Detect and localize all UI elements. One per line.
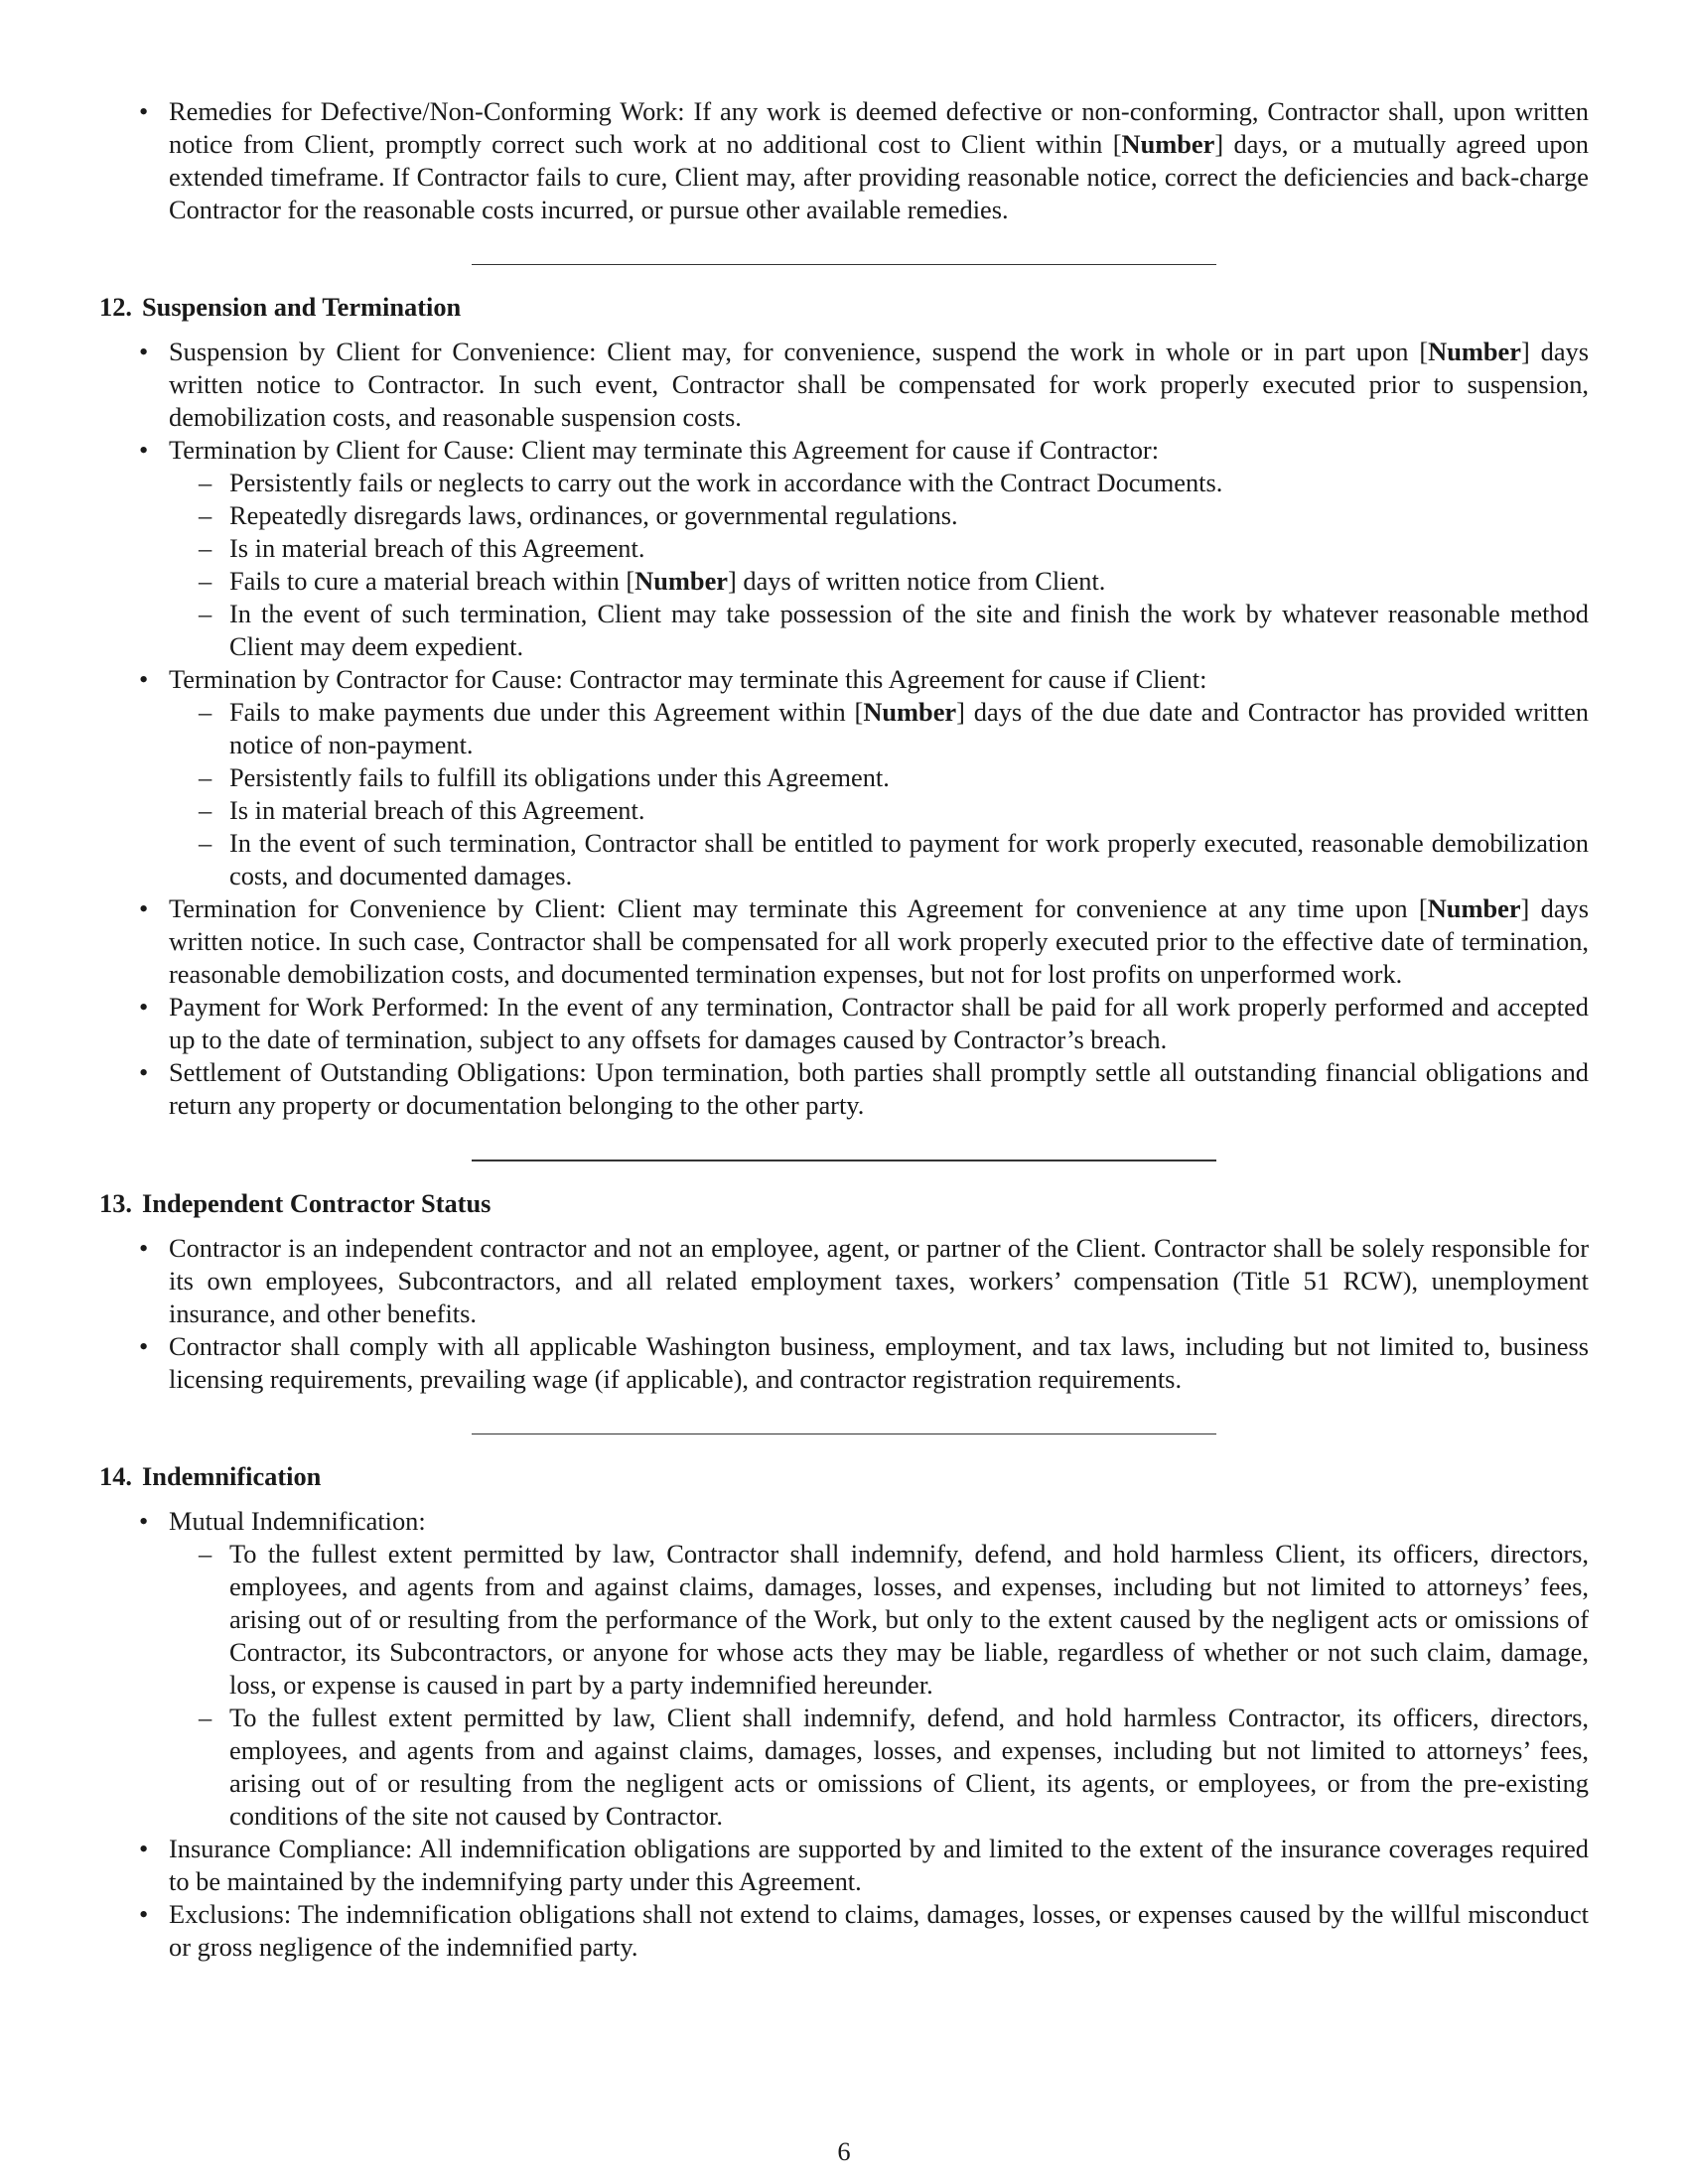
sub-item-text: Is in material breach of this Agreement. <box>229 795 645 825</box>
section-title: Indemnification <box>142 1461 322 1491</box>
bullet-icon: • <box>139 1057 149 1087</box>
dash-icon: – <box>199 533 212 563</box>
list-item <box>139 991 1589 1056</box>
list-item <box>139 95 1589 226</box>
section-list <box>99 336 1589 1122</box>
dash-icon: – <box>199 468 212 497</box>
list-item <box>139 892 1589 991</box>
sub-item-text: In the event of such termination, Contractor shall be entitled to payment for work properly executed, reasonable demobilization costs, and documented damages. <box>229 828 1589 890</box>
item-text: Contractor is an independent contractor and not an employee, agent, or partner of the Client. Contractor shall be solely responsible for its own employees, Subcontractors, and all related employment taxes, workers’ compensation (Title 51 RCW), unemployment insurance, and other benefits. <box>169 1233 1589 1328</box>
placeholder-bold-text: Number <box>1428 337 1521 366</box>
section-heading <box>99 291 1589 324</box>
bullet-icon: • <box>139 1899 149 1929</box>
sub-list-item <box>199 794 1589 827</box>
bullet-icon: • <box>139 1506 149 1536</box>
document-page <box>99 95 1589 1964</box>
bullet-icon: • <box>139 1834 149 1863</box>
placeholder-bold-text: Number <box>634 566 728 596</box>
dash-icon: – <box>199 828 212 858</box>
bullet-icon: • <box>139 337 149 366</box>
item-text: Suspension by Client for Convenience: Client may, for convenience, suspend the work in whole or in part upon [Number] days written notice to Contractor. In such event, Contractor shall be compensated for work properly executed prior to suspension, demobilization costs, and reasonable suspension costs. <box>169 337 1590 432</box>
list-item <box>139 1056 1589 1122</box>
list-item <box>139 1505 1589 1833</box>
sub-item-text: Persistently fails to fulfill its obligations under this Agreement. <box>229 762 890 792</box>
section-heading <box>99 1460 1589 1493</box>
item-text: Remedies for Defective/Non-Conforming Work: If any work is deemed defective or non-conforming, Contractor shall, upon written notice from Client, promptly correct such work at no additional cost to Client within [Number] days, or a mutually agreed upon extended timeframe. If Contractor fails to cure, Client may, after providing reasonable notice, correct the deficiencies and back-charge Contractor for the reasonable costs incurred, or pursue other available remedies. <box>169 96 1589 224</box>
list-item <box>139 663 1589 892</box>
item-text: Contractor shall comply with all applicable Washington business, employment, and tax laws, including but not limited to, business licensing requirements, prevailing wage (if applicable), and contractor registration requirements. <box>169 1331 1589 1394</box>
item-text: Termination for Convenience by Client: Client may terminate this Agreement for convenience at any time upon [Number] days written notice. In such case, Contractor shall be compensated for all work properly executed prior to the effective date of termination, reasonable demobilization costs, and documented termination expenses, but not for lost profits on unperformed work. <box>169 893 1589 989</box>
item-text: Termination by Contractor for Cause: Contractor may terminate this Agreement for cause if Client: <box>169 664 1207 694</box>
item-text: Mutual Indemnification: <box>169 1506 426 1536</box>
bullet-icon: • <box>139 1331 149 1361</box>
sub-list-item <box>199 499 1589 532</box>
dash-icon: – <box>199 500 212 530</box>
sub-item-text: To the fullest extent permitted by law, Client shall indemnify, defend, and hold harmless Contractor, its officers, directors, employees, and agents from and against claims, damages, losses, and expenses, including but not limited to attorneys’ fees, arising out of or resulting from the negligent acts or omissions of Client, its agents, or employees, or from the pre-existing conditions of the site not caused by Contractor. <box>229 1703 1589 1831</box>
bullet-icon: • <box>139 664 149 694</box>
section-list <box>99 1232 1589 1396</box>
sub-list-item <box>199 598 1589 663</box>
bullet-icon: • <box>139 1233 149 1263</box>
sub-list <box>169 1538 1589 1833</box>
sub-item-text: Repeatedly disregards laws, ordinances, or governmental regulations. <box>229 500 958 530</box>
list-item <box>139 1232 1589 1330</box>
sub-item-text: Persistently fails or neglects to carry out the work in accordance with the Contract Documents. <box>229 468 1223 497</box>
sub-item-text: Is in material breach of this Agreement. <box>229 533 645 563</box>
placeholder-bold-text: Number <box>1427 893 1521 923</box>
placeholder-bold-text: Number <box>1121 129 1215 159</box>
bullet-icon: • <box>139 96 149 126</box>
bullet-icon: • <box>139 893 149 923</box>
sub-list-item <box>199 761 1589 794</box>
sub-list-item <box>199 827 1589 892</box>
sub-list-item <box>199 1538 1589 1702</box>
sub-list <box>169 467 1589 663</box>
bullet-icon: • <box>139 435 149 465</box>
dash-icon: – <box>199 795 212 825</box>
bullet-icon: • <box>139 992 149 1022</box>
sub-list-item <box>199 565 1589 598</box>
dash-icon: – <box>199 697 212 727</box>
item-text: Settlement of Outstanding Obligations: Upon termination, both parties shall promptly settle all outstanding financial obligations and return any property or documentation belonging to the other party. <box>169 1057 1589 1120</box>
sub-list-item <box>199 532 1589 565</box>
placeholder-bold-text: Number <box>863 697 957 727</box>
item-text: Payment for Work Performed: In the event of any termination, Contractor shall be paid for all work properly performed and accepted up to the date of termination, subject to any offsets for damages caused by Contractor’s breach. <box>169 992 1589 1054</box>
section-title: Suspension and Termination <box>142 292 462 322</box>
list-item <box>139 336 1590 434</box>
section-title: Independent Contractor Status <box>142 1188 492 1218</box>
item-text: Exclusions: The indemnification obligations shall not extend to claims, damages, losses, or expenses caused by the willful misconduct or gross negligence of the indemnified party. <box>169 1899 1589 1962</box>
section-number: 14. <box>99 1461 132 1491</box>
sub-item-text: Fails to make payments due under this Agreement within [Number] days of the due date and Contractor has provided written notice of non-payment. <box>229 697 1589 759</box>
sub-list-item <box>199 467 1589 499</box>
section-divider <box>472 264 1216 265</box>
list-item <box>139 1330 1589 1396</box>
intro-list <box>99 95 1589 226</box>
dash-icon: – <box>199 1703 212 1732</box>
dash-icon: – <box>199 566 212 596</box>
list-item <box>139 1898 1589 1964</box>
sub-list-item <box>199 696 1589 761</box>
section-divider <box>472 1160 1216 1161</box>
dash-icon: – <box>199 1539 212 1569</box>
sub-item-text: To the fullest extent permitted by law, Contractor shall indemnify, defend, and hold harmless Client, its officers, directors, employees, and agents from and against claims, damages, losses, and expenses, including but not limited to attorneys’ fees, arising out of or resulting from the performance of the Work, but only to the extent caused by the negligent acts or omissions of Contractor, its Subcontractors, or anyone for whose acts they may be liable, regardless of whether or not such claim, damage, loss, or expense is caused in part by a party indemnified hereunder. <box>229 1539 1589 1700</box>
section-number: 12. <box>99 292 132 322</box>
list-item <box>139 1833 1589 1898</box>
section-12 <box>99 291 1589 1122</box>
item-text: Insurance Compliance: All indemnification obligations are supported by and limited to the extent of the insurance coverages required to be maintained by the indemnifying party under this Agreement. <box>169 1834 1589 1896</box>
section-14 <box>99 1460 1589 1964</box>
dash-icon: – <box>199 762 212 792</box>
sub-list-item <box>199 1702 1589 1833</box>
item-text: Termination by Client for Cause: Client may terminate this Agreement for cause if Contractor: <box>169 435 1160 465</box>
section-list <box>99 1505 1589 1964</box>
section-divider <box>472 1433 1216 1434</box>
section-heading <box>99 1187 1589 1220</box>
dash-icon: – <box>199 599 212 628</box>
sub-list <box>169 696 1589 892</box>
sub-item-text: Fails to cure a material breach within [Number] days of written notice from Client. <box>229 566 1106 596</box>
section-number: 13. <box>99 1188 132 1218</box>
section-13 <box>99 1187 1589 1396</box>
list-item <box>139 434 1589 663</box>
sub-item-text: In the event of such termination, Client may take possession of the site and finish the work by whatever reasonable method Client may deem expedient. <box>229 599 1589 661</box>
page-number: 6 <box>837 2136 851 2166</box>
